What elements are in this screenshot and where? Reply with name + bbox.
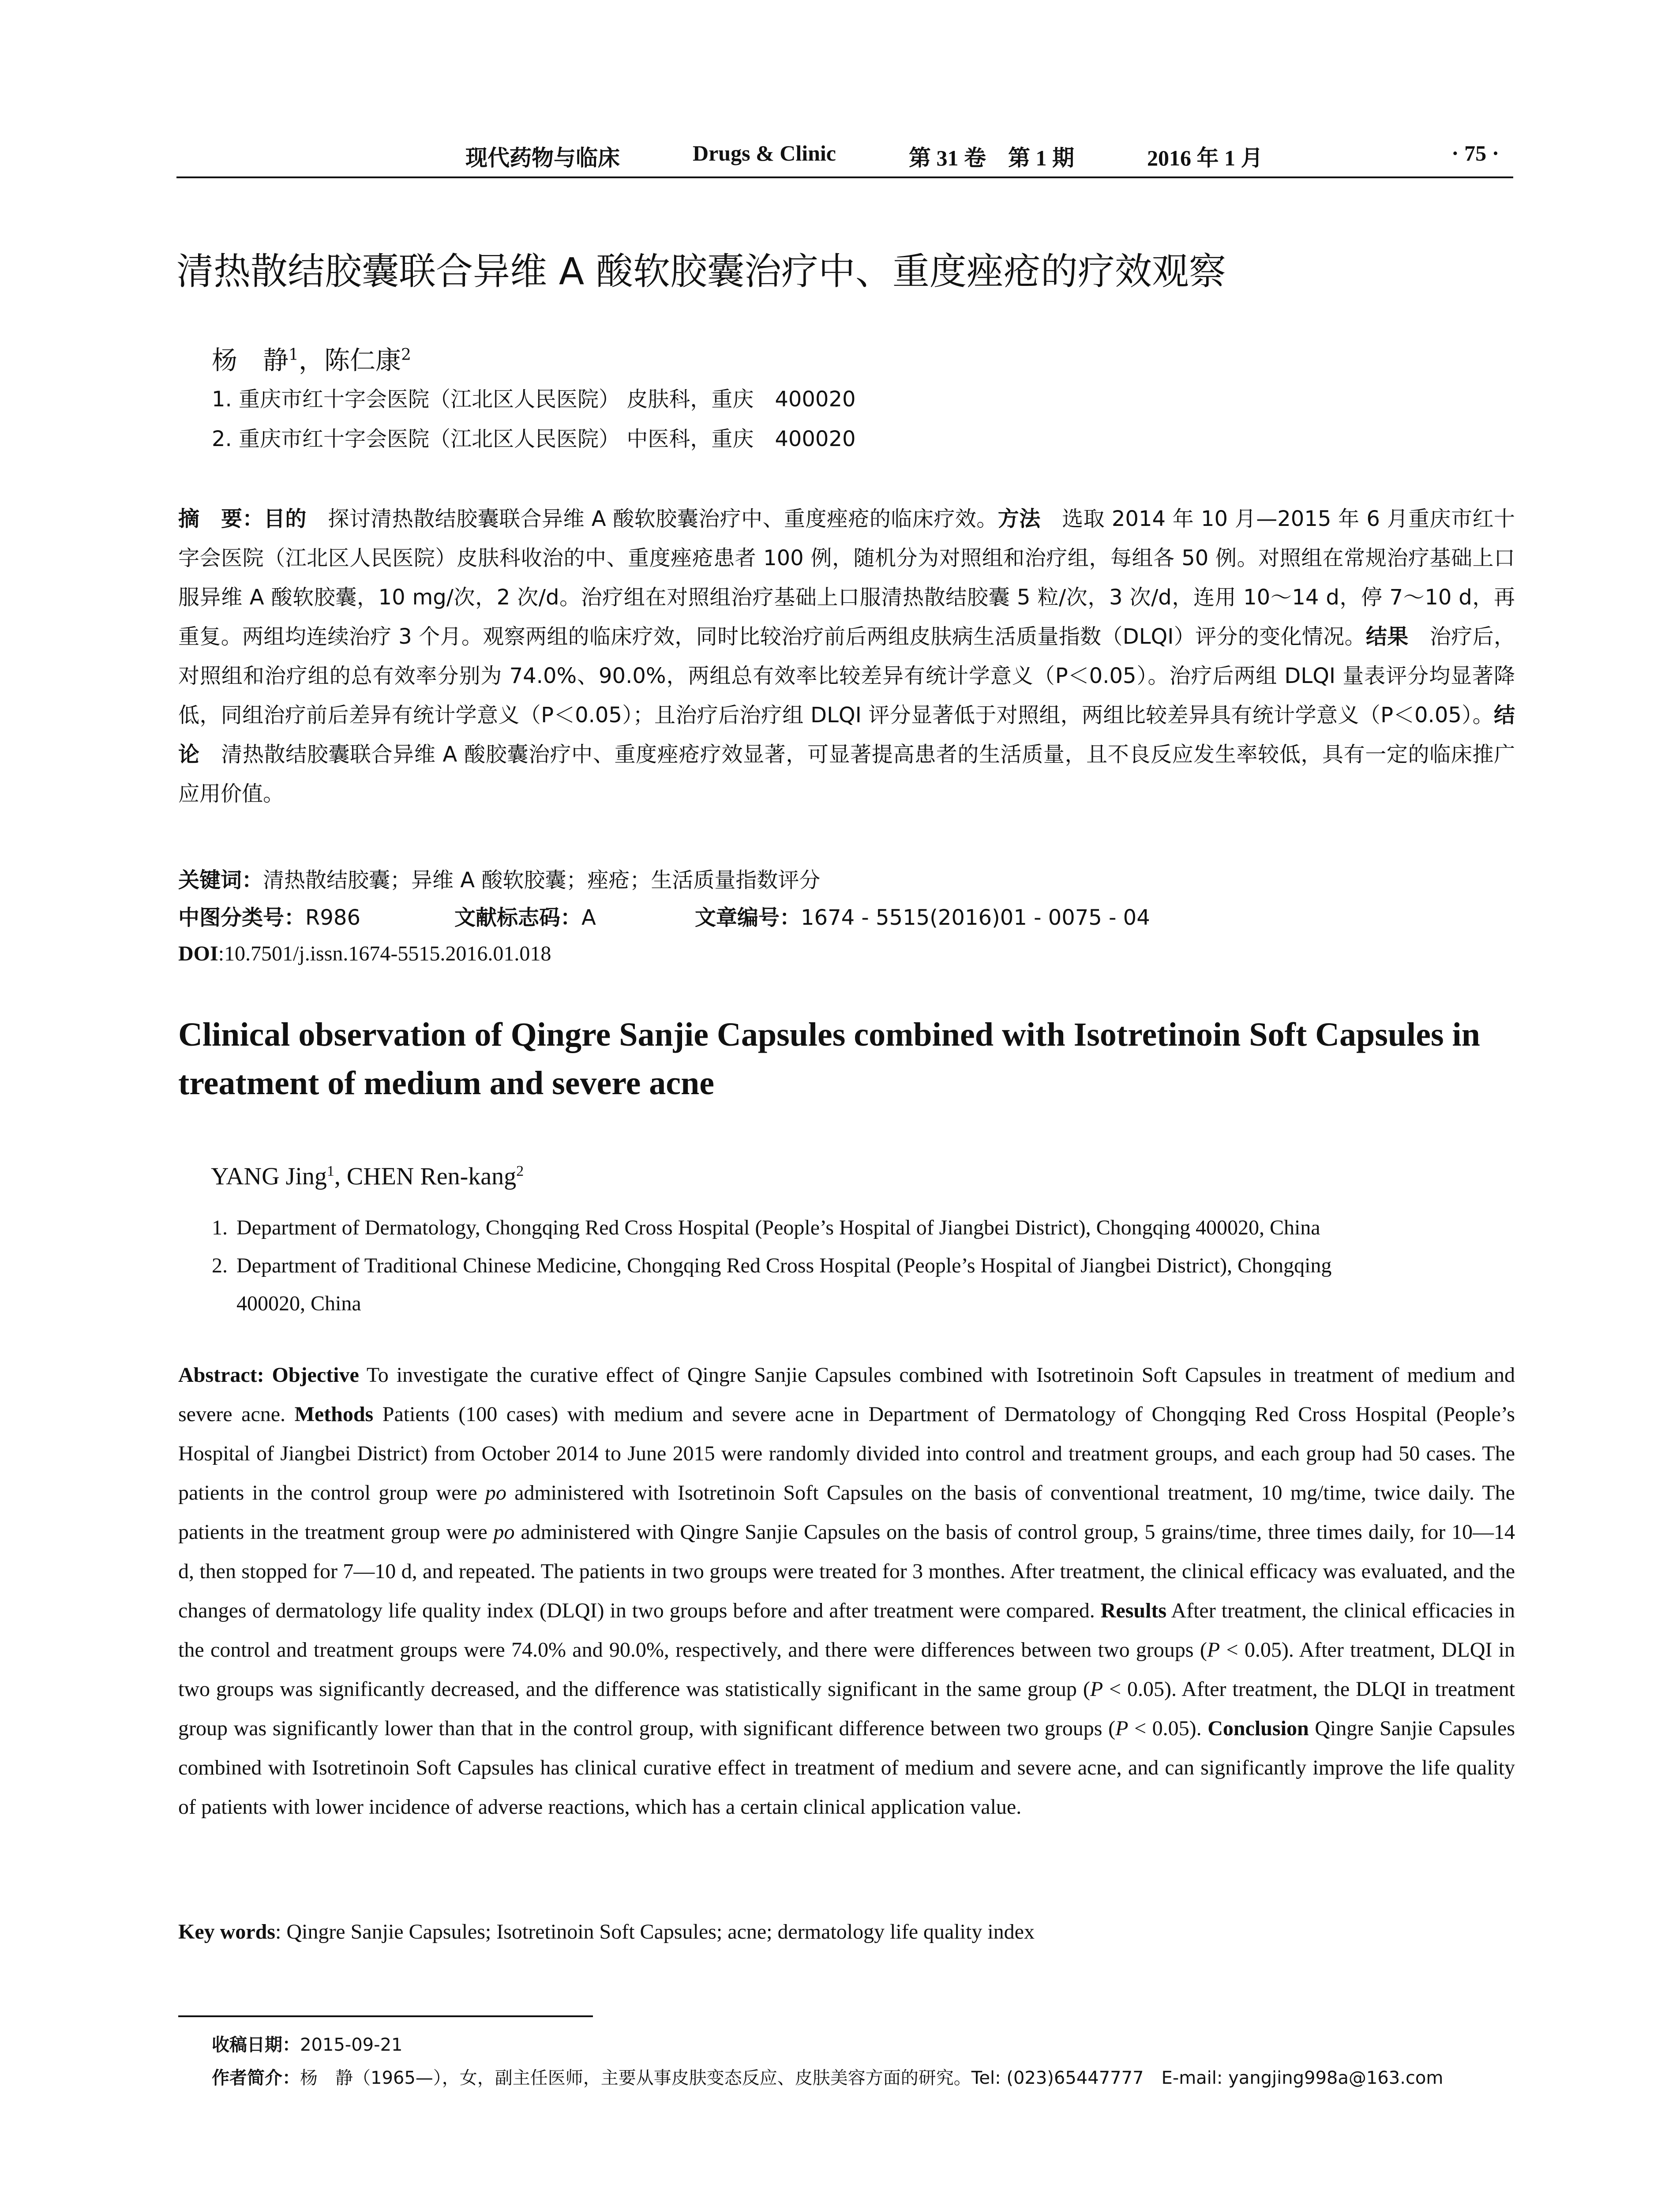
- en-methods-text-a: Patients (100 cases) with medium and severe acne in Department of Dermatology of Chongqing Red Cross Hospital (People’s Hospital of Jiangbei District) from October 2014 to June 2015 were randomly divided into control and treatment groups, and each group had 50 cases. The patients in the control group were: [178, 1403, 1515, 1504]
- cn-keywords-text: 清热散结胶囊；异维 A 酸软胶囊；痤疮；生活质量指数评分: [263, 868, 821, 893]
- journal-name-en: Drugs & Clinic: [693, 141, 836, 165]
- cn-objective-text: 探讨清热散结胶囊联合异维 A 酸软胶囊治疗中、重度痤疮的临床疗效。: [306, 506, 998, 531]
- en-author-2: CHEN Ren-kang: [346, 1163, 517, 1190]
- cn-abstract-label: 摘 要：: [178, 506, 264, 531]
- en-results-text-b: < 0.05). After treatment, DLQI in two groups was significantly decreased, and the difference was statistically significant in the same group (: [178, 1638, 1515, 1701]
- en-results-label: Results: [1100, 1599, 1167, 1622]
- en-results-text-d: < 0.05).: [1128, 1717, 1208, 1740]
- en-p-value-3: P: [1115, 1717, 1129, 1740]
- en-affiliation-2-cont-text: 400020, China: [236, 1292, 361, 1315]
- cn-affiliation-2: 2. 重庆市红十字会医院（江北区人民医院） 中医科，重庆 400020: [212, 427, 856, 451]
- received-date: [212, 2032, 402, 2058]
- en-conclusion-text: Qingre Sanjie Capsules combined with Isotretinoin Soft Capsules has clinical curative effect in treatment of medium and severe acne, and can significantly improve the life quality of patients with lower incidence of adverse reactions, which has a certain clinical application value.: [178, 1717, 1515, 1819]
- en-p-value-1: P: [1207, 1638, 1220, 1662]
- author-bio-text: 杨 静（1965—），女，副主任医师，主要从事皮肤变态反应、皮肤美容方面的研究。Tel: (023)65447777 E-mail: yangjing998a@163.com: [300, 2068, 1444, 2088]
- clc-label: 中图分类号：: [178, 905, 306, 930]
- cn-results-label: 结果: [1365, 624, 1409, 649]
- header-rule: [176, 176, 1513, 178]
- en-affiliation-2-number: 2.: [212, 1254, 228, 1277]
- en-author-1-sup: 1: [326, 1163, 334, 1179]
- cn-conclusion-text: 清热散结胶囊联合异维 A 酸胶囊治疗中、重度痤疮疗效显著，可显著提高患者的生活质量，且不良反应发生率较低，具有一定的临床推广应用价值。: [178, 742, 1515, 806]
- received-label: 收稿日期：: [212, 2035, 300, 2055]
- en-po-2: po: [493, 1520, 515, 1544]
- en-authors: [211, 1154, 524, 1194]
- doc-code-value: A: [581, 905, 596, 930]
- en-methods-label: Methods: [294, 1403, 374, 1426]
- en-keywords: [178, 1912, 1035, 1951]
- author-bio-label: 作者简介：: [212, 2068, 300, 2088]
- journal-name-cn: 现代药物与临床: [465, 146, 620, 170]
- en-p-value-2: P: [1090, 1677, 1103, 1701]
- cn-objective-label: 目的: [263, 506, 307, 531]
- cn-affiliation-1: 1. 重庆市红十字会医院（江北区人民医院） 皮肤科，重庆 400020: [212, 387, 856, 412]
- en-author-1: YANG Jing: [211, 1163, 327, 1190]
- article-number-value: 1674 - 5515(2016)01 - 0075 - 04: [801, 905, 1150, 930]
- en-methods-text-c: administered with Qingre Sanjie Capsules on the basis of control group, 5 grains/time, three times daily, for 10—14 d, then stopped for 7—10 d, and repeated. The patients in two groups were treated for 3 monthes. After treatment, the clinical efficacy was evaluated, and the changes of dermatology life quality index (DLQI) in two groups before and after treatment were compared.: [178, 1520, 1515, 1622]
- issue-date: 2016 年 1 月: [1147, 146, 1263, 170]
- page-number: · 75 ·: [1451, 141, 1500, 165]
- doi-value: :10.7501/j.issn.1674-5515.2016.01.018: [218, 942, 551, 965]
- en-keywords-label: Key words: [178, 1920, 275, 1943]
- cn-classification-line: [178, 900, 360, 935]
- article-number: [695, 900, 1150, 935]
- cn-methods-text: 选取 2014 年 10 月—2015 年 6 月重庆市红十字会医院（江北区人民医院）皮肤科收治的中、重度痤疮患者 100 例，随机分为对照组和治疗组，每组各 50 例。对照组在常规治疗基础上口服异维 A 酸软胶囊，10 mg/次，2 次/d。治疗组在对照组治疗基础上口服清热散结胶囊 5 粒/次，3 次/d，连用 10～14 d，停 7～10 d，再重复。两组均连续治疗 3 个月。观察两组的临床疗效，同时比较治疗前后两组皮肤病生活质量指数（DLQI）评分的变化情况。: [178, 506, 1515, 649]
- doi-line: [178, 936, 551, 972]
- cn-author-1: 杨 静: [212, 345, 289, 375]
- clc-value: R986: [305, 905, 360, 930]
- en-title: Clinical observation of Qingre Sanjie Capsules combined with Isotretinoin Soft Capsules in treatment of medium and severe acne: [178, 1016, 1480, 1102]
- document-code: [454, 900, 596, 935]
- en-objective-label: Abstract: Objective: [178, 1363, 359, 1387]
- cn-keywords-label: 关键词：: [178, 868, 263, 893]
- volume-issue: 第 31 卷 第 1 期: [909, 146, 1074, 170]
- cn-author-sep: ，: [298, 345, 324, 375]
- cn-conclusion-label: 结论: [178, 703, 1515, 767]
- en-methods-text-b: administered with Isotretinoin Soft Capsules on the basis of conventional treatment, 10 mg/time, twice daily. The patients in the treatment group were: [178, 1481, 1515, 1544]
- cn-author-2-sup: 2: [401, 346, 411, 364]
- en-conclusion-label: Conclusion: [1208, 1717, 1309, 1740]
- running-header: [176, 140, 1513, 176]
- cn-author-1-sup: 1: [289, 346, 299, 364]
- received-value: 2015-09-21: [300, 2035, 403, 2055]
- doi-label: DOI: [178, 942, 218, 965]
- author-bio: [212, 2065, 1443, 2091]
- en-affiliation-1-number: 1.: [212, 1216, 228, 1239]
- cn-authors: [212, 338, 411, 378]
- en-author-2-sup: 2: [516, 1163, 524, 1179]
- cn-results-text: 治疗后，对照组和治疗组的总有效率分别为 74.0%、90.0%，两组总有效率比较差异有统计学意义（P＜0.05）。治疗后两组 DLQI 量表评分均显著降低，同组治疗前后差异有统计学意义（P＜0.05）；且治疗后治疗组 DLQI 评分显著低于对照组，两组比较差异具有统计学意义（P＜0.05）。: [178, 624, 1515, 728]
- doc-code-label: 文献标志码：: [454, 905, 582, 930]
- en-po-1: po: [485, 1481, 506, 1504]
- en-results-text-c: < 0.05). After treatment, the DLQI in treatment group was significantly lower than that in the control group, with significant difference between two groups (: [178, 1677, 1515, 1740]
- en-affiliation-2: [212, 1247, 1513, 1285]
- en-affiliation-1-text: Department of Dermatology, Chongqing Red Cross Hospital (People’s Hospital of Jiangbei District), Chongqing 400020, China: [236, 1216, 1320, 1239]
- cn-title: 清热散结胶囊联合异维 A 酸软胶囊治疗中、重度痤疮的疗效观察: [176, 250, 1226, 293]
- en-affiliation-2-continued: [212, 1285, 1513, 1323]
- en-author-sep: ,: [334, 1163, 347, 1190]
- en-abstract: [178, 1355, 1515, 1827]
- article-number-label: 文章编号：: [695, 905, 801, 930]
- en-results-text-a: After treatment, the clinical efficacies in the control and treatment groups were 74.0% and 90.0%, respectively, and there were differences between two groups (: [178, 1599, 1515, 1662]
- cn-methods-label: 方法: [998, 506, 1041, 531]
- cn-author-2: 陈仁康: [324, 345, 401, 375]
- en-objective-text: To investigate the curative effect of Qingre Sanjie Capsules combined with Isotretinoin Soft Capsules in treatment of medium and severe acne.: [178, 1363, 1515, 1426]
- en-keywords-text: : Qingre Sanjie Capsules; Isotretinoin Soft Capsules; acne; dermatology life quality index: [275, 1920, 1035, 1943]
- footnote-rule: [178, 2015, 593, 2017]
- cn-keywords: [178, 863, 820, 898]
- en-affiliation-2-text: Department of Traditional Chinese Medicine, Chongqing Red Cross Hospital (People’s Hospital of Jiangbei District), Chongqing: [236, 1254, 1332, 1277]
- cn-abstract: [178, 499, 1515, 814]
- en-affiliation-1: [212, 1209, 1513, 1247]
